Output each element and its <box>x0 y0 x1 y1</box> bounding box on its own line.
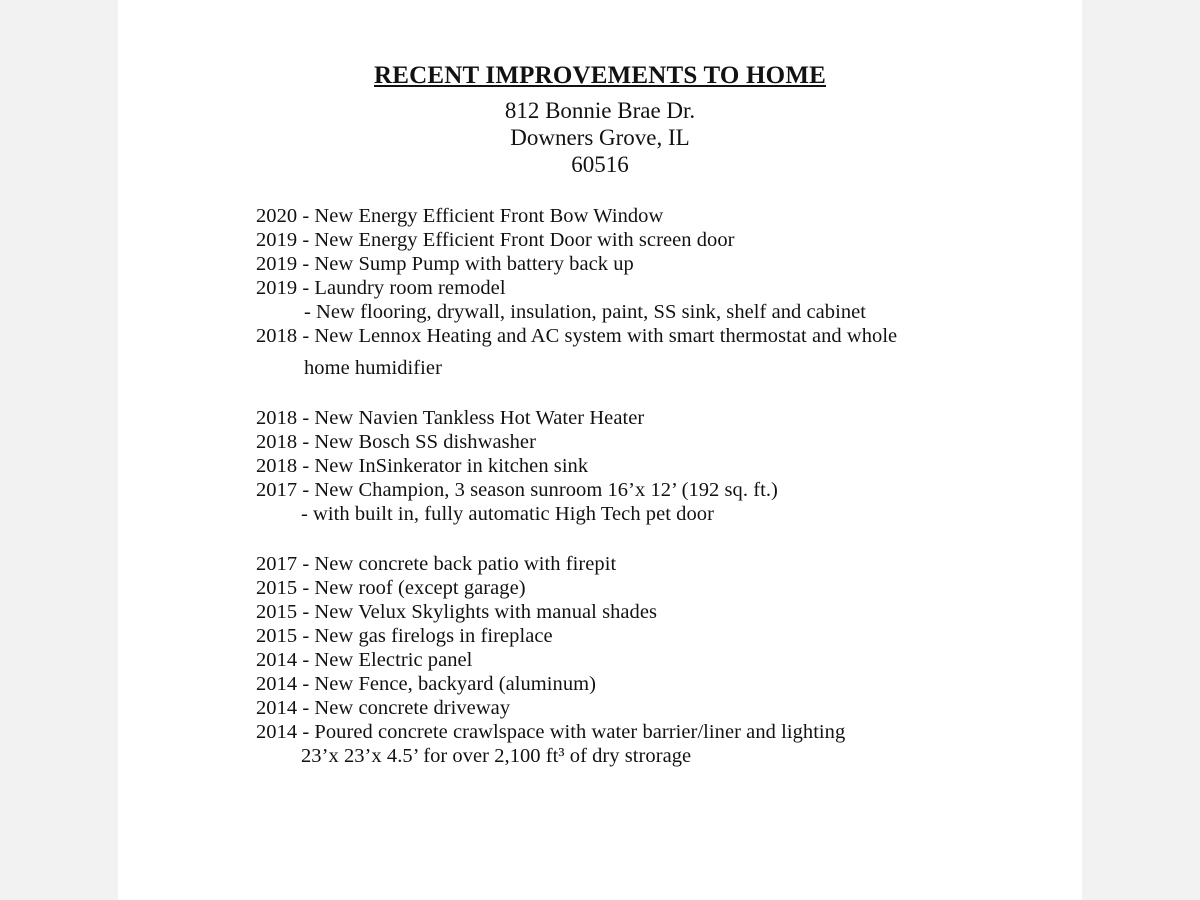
list-item-sub: - with built in, fully automatic High Tech pet door <box>301 502 714 525</box>
page-title: RECENT IMPROVEMENTS TO HOME <box>374 62 826 89</box>
list-item: 2018 - New InSinkerator in kitchen sink <box>256 454 589 477</box>
list-item: 2014 - New Fence, backyard (aluminum) <box>256 672 596 695</box>
group-gap <box>256 381 1056 407</box>
list-item: 2014 - Poured concrete crawlspace with water barrier/liner and lighting <box>256 720 846 743</box>
list-item: 2014 - New Electric panel <box>256 648 473 671</box>
group-gap <box>256 527 1056 553</box>
list-item: 2018 - New Lennox Heating and AC system with smart thermostat and whole <box>256 324 898 347</box>
list-item: 2015 - New roof (except garage) <box>256 576 526 599</box>
spacer <box>256 177 1056 205</box>
list-item-continuation: home humidifier <box>304 356 442 379</box>
list-item: 2014 - New concrete driveway <box>256 696 511 719</box>
list-item: 2019 - New Sump Pump with battery back up <box>256 252 634 275</box>
list-item: 2019 - Laundry room remodel <box>256 276 506 299</box>
list-item-sub: 23’x 23’x 4.5’ for over 2,100 ft³ of dry strorage <box>301 744 692 767</box>
improvements-list <box>256 177 1056 769</box>
address-block <box>118 99 1082 177</box>
list-item: 2017 - New Champion, 3 season sunroom 16’x 12’ (192 sq. ft.) <box>256 478 778 501</box>
list-item: 2015 - New gas firelogs in fireplace <box>256 624 553 647</box>
document-body <box>118 0 1082 900</box>
list-item: 2018 - New Bosch SS dishwasher <box>256 430 536 453</box>
list-item: 2018 - New Navien Tankless Hot Water Heater <box>256 406 645 429</box>
address-city-state: Downers Grove, IL <box>510 124 690 150</box>
list-item: 2015 - New Velux Skylights with manual shades <box>256 600 658 623</box>
address-zip: 60516 <box>571 151 629 177</box>
address-street: 812 Bonnie Brae Dr. <box>504 97 696 123</box>
document-sheet <box>118 0 1082 900</box>
list-item: 2019 - New Energy Efficient Front Door with screen door <box>256 228 735 251</box>
list-item: 2020 - New Energy Efficient Front Bow Window <box>256 204 664 227</box>
list-item-sub: - New flooring, drywall, insulation, paint, SS sink, shelf and cabinet <box>304 300 867 323</box>
list-item: 2017 - New concrete back patio with firepit <box>256 552 617 575</box>
